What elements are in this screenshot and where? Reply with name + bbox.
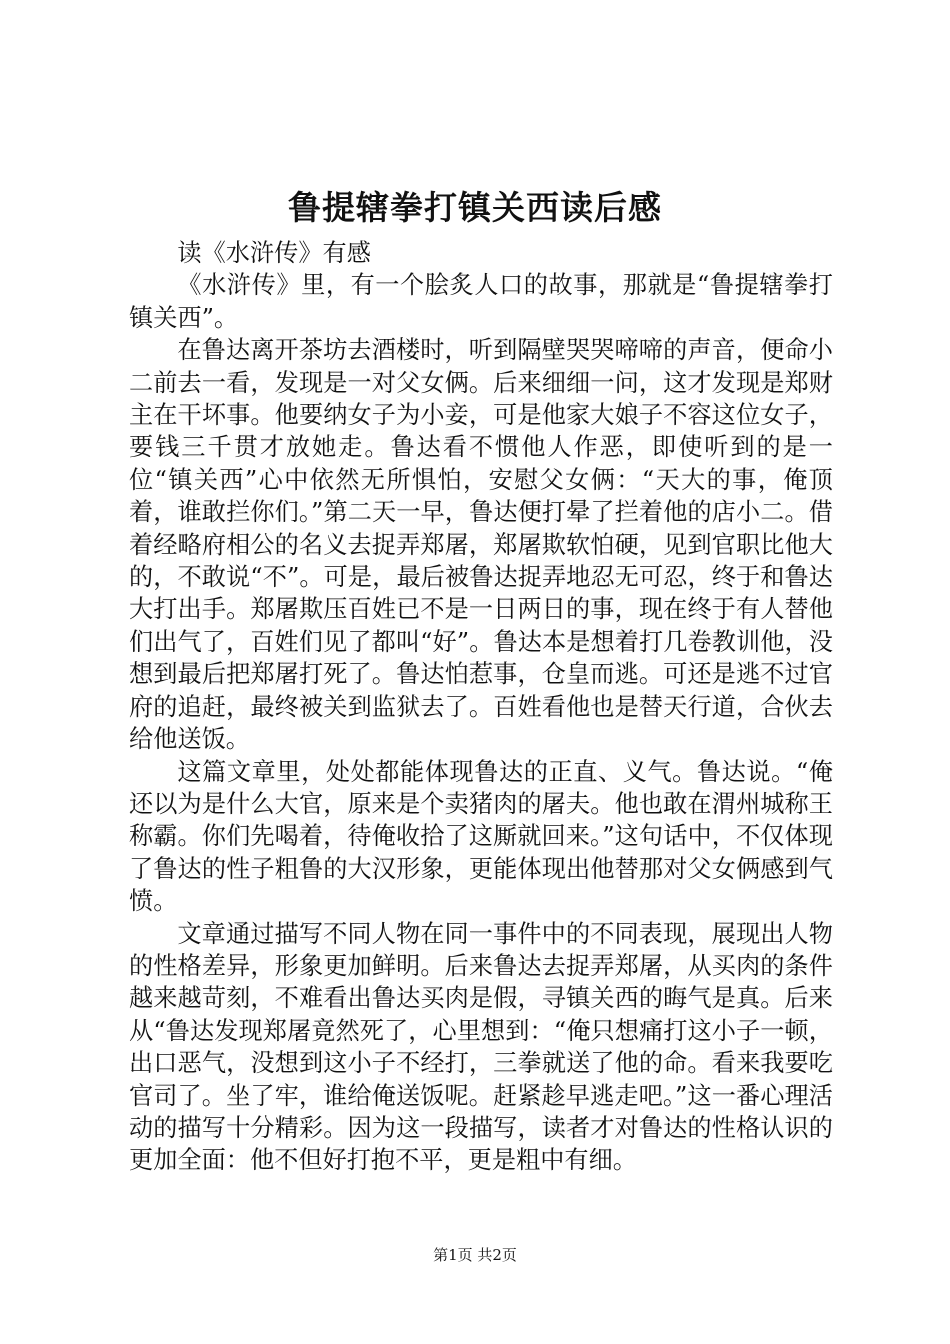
document-body	[129, 237, 833, 1177]
body-paragraph-4: 文章通过描写不同人物在同一事件中的不同表现，展现出人物的性格差异，形象更加鲜明。后来鲁达去捉弄郑屠，从买肉的条件越来越苛刻，不难看出鲁达买肉是假，寻镇关西的晦气是真。后来从“鲁达发现郑屠竟然死了，心里想到：“俺只想痛打这小子一顿，出口恶气，没想到这小子不经打，三拳就送了他的命。看来我要吃官司了。坐了牢，谁给俺送饭呢。赶紧趁早逃走吧。”这一番心理活动的描写十分精彩。因为这一段描写，读者才对鲁达的性格认识的更加全面：他不但好打抱不平，更是粗中有细。	[129, 919, 833, 1175]
subtitle-paragraph: 读《水浒传》有感	[177, 239, 371, 267]
body-paragraph-2: 在鲁达离开茶坊去酒楼时，听到隔壁哭哭啼啼的声音，便命小二前去一看，发现是一对父女俩。后来细细一问，这才发现是郑财主在干坏事。他要纳女子为小妾，可是他家大娘子不容这位女子，要钱三千贯才放她走。鲁达看不惯他人作恶，即使听到的是一位“镇关西”心中依然无所惧怕，安慰父女俩：“天大的事，俺顶着，谁敢拦你们。”第二天一早，鲁达便打晕了拦着他的店小二。借着经略府相公的名义去捉弄郑屠，郑屠欺软怕硬，见到官职比他大的，不敢说“不”。可是，最后被鲁达捉弄地忍无可忍，终于和鲁达大打出手。郑屠欺压百姓已不是一日两日的事，现在终于有人替他们出气了，百姓们见了都叫“好”。鲁达本是想着打几卷教训他，没想到最后把郑屠打死了。鲁达怕惹事，仓皇而逃。可还是逃不过官府的追赶，最终被关到监狱去了。百姓看他也是替天行道，合伙去给他送饭。	[129, 336, 833, 754]
body-paragraph-1: 《水浒传》里，有一个脍炙人口的故事，那就是“鲁提辖拳打镇关西”。	[129, 271, 833, 332]
page-number-footer: 第1页 共2页	[433, 1246, 517, 1264]
document-title: 鲁提辖拳打镇关西读后感	[288, 188, 662, 227]
body-paragraph-3: 这篇文章里，处处都能体现鲁达的正直、义气。鲁达说。“俺还以为是什么大官，原来是个卖猪肉的屠夫。他也敢在渭州城称王称霸。你们先喝着，待俺收拾了这厮就回来。”这句话中，不仅体现了鲁达的性子粗鲁的大汉形象，更能体现出他替那对父女俩感到气愤。	[129, 757, 833, 916]
